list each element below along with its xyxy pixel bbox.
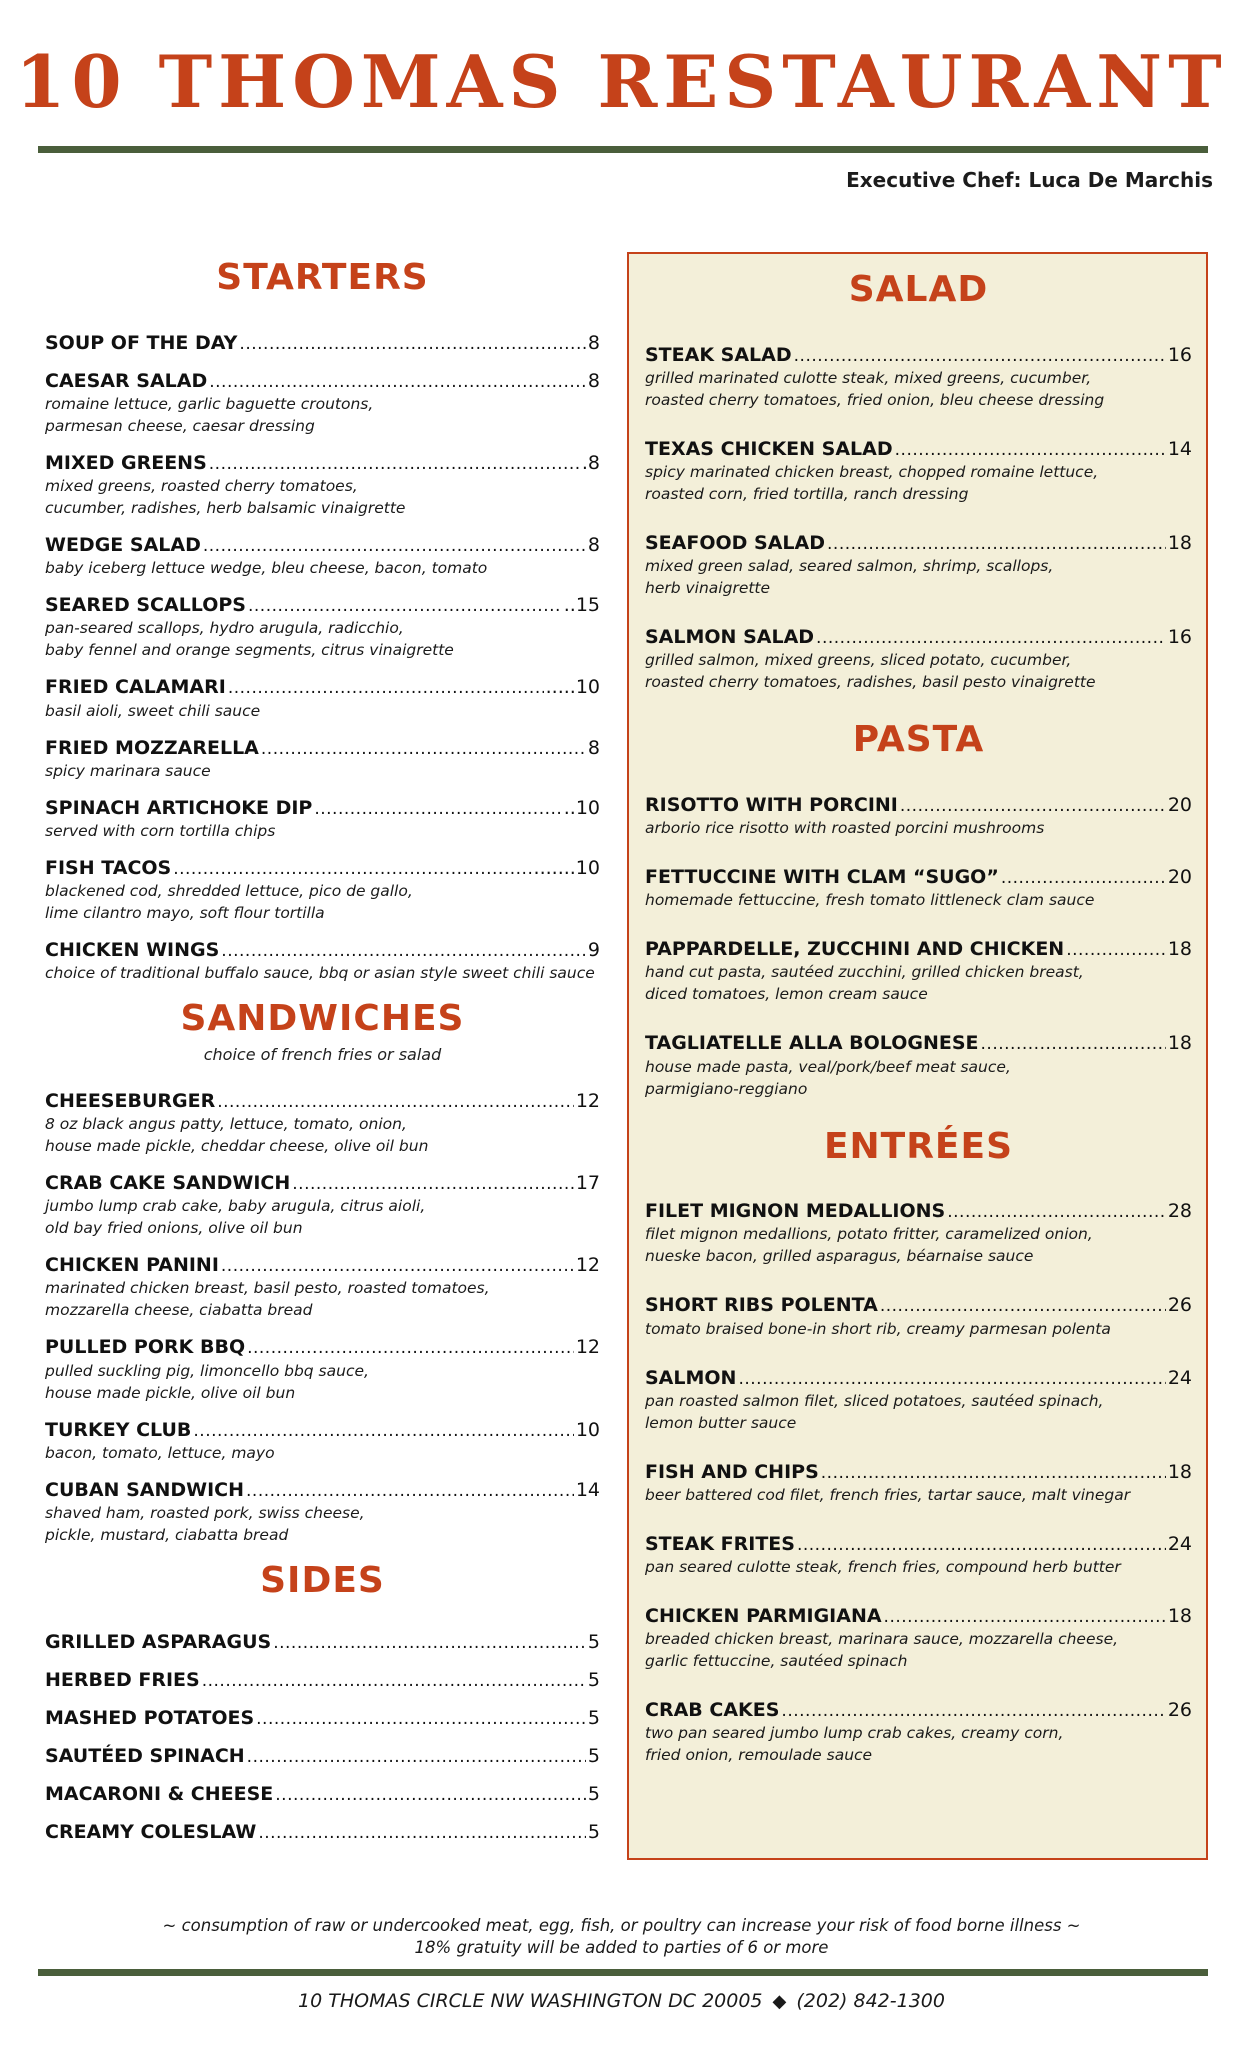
menu-item-row <box>45 1479 600 1502</box>
menu-item <box>45 857 600 924</box>
dot-leader <box>248 596 562 617</box>
dot-leader <box>217 1092 574 1113</box>
sides-list <box>45 1631 600 1845</box>
menu-item-description: romaine lettuce, garlic baguette croutons, <box>45 394 374 413</box>
menu-item-description: tomato braised bone-in short rib, creamy parmesan polenta <box>645 1319 1111 1338</box>
menu-item-name: SAUTÉED SPINACH <box>45 1745 245 1768</box>
dot-leader <box>794 346 1166 367</box>
dot-leader <box>202 1671 586 1692</box>
menu-item-name: FRIED MOZZARELLA <box>45 736 259 759</box>
menu-item-price: .....10 <box>545 676 600 699</box>
pasta-list <box>645 794 1192 1100</box>
menu-item-name: SOUP OF THE DAY <box>45 331 238 354</box>
menu-item-description: pickle, mustard, ciabatta bread <box>45 1525 289 1544</box>
menu-item-description: breaded chicken breast, marinara sauce, mozzarella cheese, <box>645 1630 1119 1649</box>
menu-item <box>45 1783 600 1806</box>
menu-item <box>645 1461 1192 1506</box>
menu-item <box>645 344 1192 411</box>
menu-item-description: roasted cherry tomatoes, fried onion, bleu cheese dressing <box>645 390 1105 409</box>
menu-item-name: MIXED GREENS <box>45 451 207 474</box>
menu-item-price: 5 <box>587 1745 600 1768</box>
menu-item <box>45 452 600 519</box>
menu-item <box>45 1254 600 1321</box>
menu-item-row <box>645 1699 1192 1722</box>
menu-item <box>45 1479 600 1546</box>
menu-item-price: 18 <box>1167 1460 1192 1483</box>
starters-list <box>45 332 600 985</box>
menu-item-row <box>45 452 600 475</box>
menu-item <box>45 1172 600 1239</box>
menu-item-row <box>645 438 1192 461</box>
menu-item <box>645 438 1192 505</box>
dot-leader <box>816 628 1166 649</box>
menu-item-price: .......10 <box>533 856 600 879</box>
menu-item <box>45 1419 600 1464</box>
dot-leader <box>292 1174 574 1195</box>
menu-item-row <box>645 532 1192 555</box>
dot-leader <box>203 536 586 557</box>
menu-item <box>645 1533 1192 1578</box>
menu-item-price: 28 <box>1167 1200 1192 1223</box>
menu-item-row <box>645 1461 1192 1484</box>
gratuity-note: 18% gratuity will be added to parties of 6 or more <box>414 1938 829 1957</box>
menu-item-description: marinated chicken breast, basil pesto, roasted tomatoes, <box>45 1279 490 1298</box>
menu-item-name: HERBED FRIES <box>45 1668 200 1691</box>
menu-item-price: 26 <box>1167 1699 1192 1722</box>
menu-item-name: TURKEY CLUB <box>45 1418 192 1441</box>
menu-item-price: 9 <box>587 939 600 962</box>
dot-leader <box>827 534 1166 555</box>
menu-item-row <box>45 857 600 880</box>
sandwiches-section <box>45 999 600 1546</box>
dot-leader <box>880 1296 1166 1317</box>
menu-item-price: 5 <box>587 1706 600 1729</box>
section-title-sides: SIDES <box>260 1559 385 1601</box>
menu-item-description: jumbo lump crab cake, baby arugula, citrus aioli, <box>45 1197 426 1216</box>
bottom-divider <box>38 1969 1208 1976</box>
menu-item <box>45 1336 600 1403</box>
dot-leader <box>228 678 544 699</box>
menu-item <box>45 1669 600 1692</box>
menu-item-name: MACARONI & CHEESE <box>45 1783 274 1806</box>
menu-item-name: FISH AND CHIPS <box>645 1460 819 1483</box>
menu-item-description: spicy marinated chicken breast, chopped romaine lettuce, <box>645 462 1099 481</box>
menu-item-description: bacon, tomato, lettuce, mayo <box>45 1443 275 1462</box>
menu-item-description: house made pickle, olive oil bun <box>45 1383 296 1402</box>
menu-item-description: 8 oz black angus patty, lettuce, tomato, onion, <box>45 1115 407 1134</box>
menu-item-name: SALMON <box>645 1366 737 1389</box>
menu-item-row <box>45 594 600 617</box>
menu-item <box>45 797 600 842</box>
menu-item-name: CRAB CAKES <box>645 1699 780 1722</box>
menu-item-price: 12 <box>575 1089 600 1112</box>
menu-item-name: PULLED PORK BBQ <box>45 1336 246 1359</box>
menu-item-name: STEAK SALAD <box>645 343 792 366</box>
menu-item-description: spicy marinara sauce <box>45 761 211 780</box>
menu-item-row <box>45 534 600 557</box>
dot-leader <box>273 1633 586 1654</box>
menu-item-description: hand cut pasta, sautéed zucchini, grilled chicken breast, <box>645 963 1084 982</box>
menu-item-name: RISOTTO WITH PORCINI <box>645 793 898 816</box>
menu-item <box>45 939 600 984</box>
phone-number: (202) 842-1300 <box>796 1990 945 2012</box>
dot-leader <box>314 799 561 820</box>
dot-leader <box>209 454 580 475</box>
menu-item-row <box>645 1367 1192 1390</box>
menu-item-description: mixed green salad, seared salmon, shrimp, scallops, <box>645 557 1054 576</box>
menu-item-description: pan-seared scallops, hydro arugula, radicchio, <box>45 619 404 638</box>
menu-item-description: herb vinaigrette <box>645 579 771 598</box>
menu-item-price: 18 <box>1167 531 1192 554</box>
menu-item-price: 12 <box>575 1336 600 1359</box>
menu-item-price: ..15 <box>563 594 600 617</box>
menu-item-name: CRAB CAKE SANDWICH <box>45 1172 291 1195</box>
dot-leader <box>797 1535 1166 1556</box>
menu-item-name: WEDGE SALAD <box>45 534 201 557</box>
menu-item-row <box>645 1200 1192 1223</box>
menu-item-price: 24 <box>1167 1366 1192 1389</box>
menu-item-row <box>45 1669 600 1692</box>
dot-leader <box>900 796 1166 817</box>
menu-item-row <box>645 1032 1192 1055</box>
dot-leader <box>221 1256 574 1277</box>
menu-item-row <box>45 1821 600 1844</box>
menu-item <box>645 866 1192 911</box>
menu-item-name: CAESAR SALAD <box>45 369 208 392</box>
menu-item-name: CHICKEN PANINI <box>45 1254 219 1277</box>
menu-item <box>645 626 1192 693</box>
dot-leader <box>261 739 586 760</box>
menu-item-row <box>645 1294 1192 1317</box>
menu-item-name: CHEESEBURGER <box>45 1089 216 1112</box>
left-column <box>45 258 600 1860</box>
menu-item-name: FETTUCCINE WITH CLAM “SUGO” <box>645 866 999 889</box>
menu-item-name: SEARED SCALLOPS <box>45 594 246 617</box>
menu-item-price: 20 <box>1167 866 1192 889</box>
dot-leader <box>947 1202 1166 1223</box>
menu-item-description: baby iceberg lettuce wedge, bleu cheese, bacon, tomato <box>45 559 488 578</box>
dot-leader <box>247 1338 574 1359</box>
menu-item-price: .8 <box>581 451 600 474</box>
menu-item-price: 16 <box>1167 343 1192 366</box>
section-title-entrees: ENTRÉES <box>823 1125 1014 1167</box>
menu-item <box>45 594 600 661</box>
dot-leader <box>256 1709 586 1730</box>
dot-leader <box>275 1785 586 1806</box>
menu-item <box>45 1707 600 1730</box>
dot-leader <box>246 1481 574 1502</box>
menu-item-price: 5 <box>587 1783 600 1806</box>
menu-item <box>645 1367 1192 1434</box>
entrees-list <box>645 1200 1192 1766</box>
menu-item-row <box>45 1172 600 1195</box>
menu-item-name: SHORT RIBS POLENTA <box>645 1294 878 1317</box>
menu-item-row <box>45 370 600 393</box>
menu-item <box>645 938 1192 1005</box>
dot-leader <box>738 1369 1165 1390</box>
right-column-panel <box>627 252 1208 1860</box>
menu-item <box>45 1821 600 1844</box>
menu-item-price: 8 <box>587 331 600 354</box>
menu-item-description: arborio rice risotto with roasted porcini mushrooms <box>645 819 1045 838</box>
dot-leader <box>981 1034 1166 1055</box>
menu-item <box>645 1294 1192 1339</box>
menu-item-description: mixed greens, roasted cherry tomatoes, <box>45 477 358 496</box>
dot-leader <box>884 1607 1166 1628</box>
dot-leader <box>258 1823 586 1844</box>
menu-item-price: 24 <box>1167 1532 1192 1555</box>
menu-item-description: pan roasted salmon filet, sliced potatoes, sautéed spinach, <box>645 1391 1104 1410</box>
dot-leader <box>239 334 585 355</box>
menu-item-description: served with corn tortilla chips <box>45 821 276 840</box>
menu-item-row <box>45 1707 600 1730</box>
menu-item-name: CREAMY COLESLAW <box>45 1821 257 1844</box>
menu-item <box>645 1699 1192 1766</box>
menu-item-price: 18 <box>1167 1032 1192 1055</box>
menu-item-row <box>45 797 600 820</box>
menu-item-row <box>45 676 600 699</box>
pasta-section <box>645 720 1192 1099</box>
menu-item-name: SPINACH ARTICHOKE DIP <box>45 796 313 819</box>
menu-item-row <box>45 1419 600 1442</box>
starters-section <box>45 258 600 984</box>
dot-leader <box>1066 940 1166 961</box>
section-title-pasta: PASTA <box>852 719 985 761</box>
menu-item-description: two pan seared jumbo lump crab cakes, creamy corn, <box>645 1724 1064 1743</box>
menu-item-description: beer battered cod filet, french fries, tartar sauce, malt vinegar <box>645 1485 1131 1504</box>
menu-item <box>645 1605 1192 1672</box>
menu-item <box>45 1745 600 1768</box>
menu-item-name: TAGLIATELLE ALLA BOLOGNESE <box>645 1032 979 1055</box>
menu-item-description: parmigiano-reggiano <box>645 1079 808 1098</box>
menu-item-name: SEAFOOD SALAD <box>645 531 826 554</box>
menu-item-price: 5 <box>587 1821 600 1844</box>
menu-item-description: nueske bacon, grilled asparagus, béarnaise sauce <box>645 1247 1034 1266</box>
menu-item-row <box>645 344 1192 367</box>
menu-item-description: baby fennel and orange segments, citrus vinaigrette <box>45 641 454 660</box>
menu-item-description: old bay fried onions, olive oil bun <box>45 1219 303 1238</box>
menu-item-name: GRILLED ASPARAGUS <box>45 1630 272 1653</box>
menu-item-name: FISH TACOS <box>45 856 172 879</box>
menu-item-price: 8 <box>587 534 600 557</box>
menu-item-description: house made pasta, veal/pork/beef meat sauce, <box>645 1057 1011 1076</box>
menu-item-description: diced tomatoes, lemon cream sauce <box>645 985 928 1004</box>
menu-item-description: roasted corn, fried tortilla, ranch dressing <box>645 484 969 503</box>
menu-item-row <box>45 332 600 355</box>
menu-item-price: 14 <box>1167 437 1192 460</box>
menu-item <box>45 370 600 437</box>
menu-item-description: roasted cherry tomatoes, radishes, basil pesto vinaigrette <box>645 673 1096 692</box>
menu-item-description: lime cilantro mayo, soft flour tortilla <box>45 904 325 923</box>
menu-item-price: 26 <box>1167 1294 1192 1317</box>
menu-item-price: 18 <box>1167 938 1192 961</box>
menu-item-description: filet mignon medallions, potato fritter, caramelized onion, <box>645 1225 1093 1244</box>
menu-item <box>45 737 600 782</box>
menu-item-description: garlic fettuccine, sautéed spinach <box>645 1652 908 1671</box>
menu-item-price: 5 <box>587 1668 600 1691</box>
menu-item-price: 5 <box>587 1630 600 1653</box>
menu-item-description: fried onion, remoulade sauce <box>645 1746 873 1765</box>
menu-item-price: 17 <box>575 1172 600 1195</box>
menu-item-description: grilled marinated culotte steak, mixed greens, cucumber, <box>645 368 1092 387</box>
salad-list <box>645 344 1192 694</box>
menu-item-row <box>645 626 1192 649</box>
address: 10 THOMAS CIRCLE NW WASHINGTON DC 20005 <box>298 1990 763 2012</box>
menu-item-name: FRIED CALAMARI <box>45 676 226 699</box>
dot-leader <box>173 859 531 880</box>
menu-item-price: 18 <box>1167 1605 1192 1628</box>
sandwiches-list <box>45 1090 600 1546</box>
executive-chef: Executive Chef: Luca De Marchis <box>846 168 1213 192</box>
menu-item-row <box>45 1631 600 1654</box>
menu-item-price: 16 <box>1167 626 1192 649</box>
top-divider <box>38 146 1208 153</box>
restaurant-title: 10 THOMAS RESTAURANT <box>15 39 1228 124</box>
menu-item-description: pan seared culotte steak, french fries, compound herb butter <box>645 1558 1121 1577</box>
menu-item-name: CUBAN SANDWICH <box>45 1478 245 1501</box>
dot-leader <box>193 1421 573 1442</box>
salad-section <box>645 270 1192 693</box>
menu-item-row <box>45 1254 600 1277</box>
menu-item-price: 12 <box>575 1254 600 1277</box>
section-title-sandwiches: SANDWICHES <box>180 998 465 1040</box>
menu-item <box>645 1200 1192 1267</box>
menu-item-row <box>645 1533 1192 1556</box>
dot-leader <box>221 941 586 962</box>
menu-item-name: TEXAS CHICKEN SALAD <box>645 437 893 460</box>
menu-item-description: choice of traditional buffalo sauce, bbq or asian style sweet chili sauce <box>45 964 595 983</box>
menu-item-description: shaved ham, roasted pork, swiss cheese, <box>45 1503 365 1522</box>
menu-item-description: blackened cod, shredded lettuce, pico de gallo, <box>45 882 413 901</box>
menu-item-price: 14 <box>575 1478 600 1501</box>
menu-item-price: ..10 <box>563 796 600 819</box>
menu-item-description: house made pickle, cheddar cheese, olive oil bun <box>45 1137 429 1156</box>
menu-item-row <box>645 794 1192 817</box>
menu-item-name: FILET MIGNON MEDALLIONS <box>645 1200 946 1223</box>
menu-item-name: PAPPARDELLE, ZUCCHINI AND CHICKEN <box>645 938 1065 961</box>
section-title-salad: SALAD <box>848 269 989 310</box>
menu-item-row <box>645 938 1192 961</box>
menu-item-row <box>45 737 600 760</box>
menu-item <box>45 1090 600 1157</box>
entrees-section <box>645 1127 1192 1767</box>
menu-item-description: parmesan cheese, caesar dressing <box>45 416 315 435</box>
menu-item-price: 8 <box>587 369 600 392</box>
dot-leader <box>1001 868 1166 889</box>
menu-item-description: lemon butter sauce <box>645 1413 797 1432</box>
footer-contact <box>0 1990 1243 2012</box>
food-safety-warning: ~ consumption of raw or undercooked meat, egg, fish, or poultry can increase your risk of food borne illness ~ <box>162 1916 1081 1935</box>
section-title-starters: STARTERS <box>216 257 429 298</box>
dot-leader <box>821 1463 1166 1484</box>
menu-item-name: CHICKEN WINGS <box>45 939 220 962</box>
menu-item-row <box>645 1605 1192 1628</box>
menu-item-price: 20 <box>1167 793 1192 816</box>
menu-item-description: basil aioli, sweet chili sauce <box>45 701 261 720</box>
dot-leader <box>895 440 1166 461</box>
menu-item <box>645 794 1192 839</box>
menu-item-row <box>45 1336 600 1359</box>
sandwiches-subtitle: choice of french fries or salad <box>203 1044 442 1064</box>
diamond-separator-icon: ◆ <box>772 1991 787 2012</box>
menu-item-row <box>45 1745 600 1768</box>
dot-leader <box>781 1701 1165 1722</box>
menu-item-name: SALMON SALAD <box>645 626 815 649</box>
menu-item <box>645 532 1192 599</box>
menu-item-description: grilled salmon, mixed greens, sliced potato, cucumber, <box>645 651 1072 670</box>
sides-section <box>45 1561 600 1845</box>
menu-item-row <box>45 1783 600 1806</box>
menu-item-name: CHICKEN PARMIGIANA <box>645 1605 882 1628</box>
dot-leader <box>247 1747 586 1768</box>
menu-item-description: pulled suckling pig, limoncello bbq sauce, <box>45 1361 369 1380</box>
dot-leader <box>209 372 586 393</box>
menu-item <box>45 534 600 579</box>
menu-item-row <box>645 866 1192 889</box>
menu-item-row <box>45 939 600 962</box>
menu-item-description: mozzarella cheese, ciabatta bread <box>45 1301 313 1320</box>
menu-item-name: STEAK FRITES <box>645 1532 795 1555</box>
menu-item-price: 10 <box>575 1418 600 1441</box>
menu-item-row <box>45 1090 600 1113</box>
menu-item-price: 8 <box>587 736 600 759</box>
menu-item-description: cucumber, radishes, herb balsamic vinaigrette <box>45 499 406 518</box>
menu-item <box>645 1032 1192 1099</box>
menu-item <box>45 676 600 721</box>
menu-item <box>45 332 600 355</box>
menu-item-description: homemade fettuccine, fresh tomato littleneck clam sauce <box>645 891 1095 910</box>
menu-item-name: MASHED POTATOES <box>45 1706 255 1729</box>
menu-item <box>45 1631 600 1654</box>
